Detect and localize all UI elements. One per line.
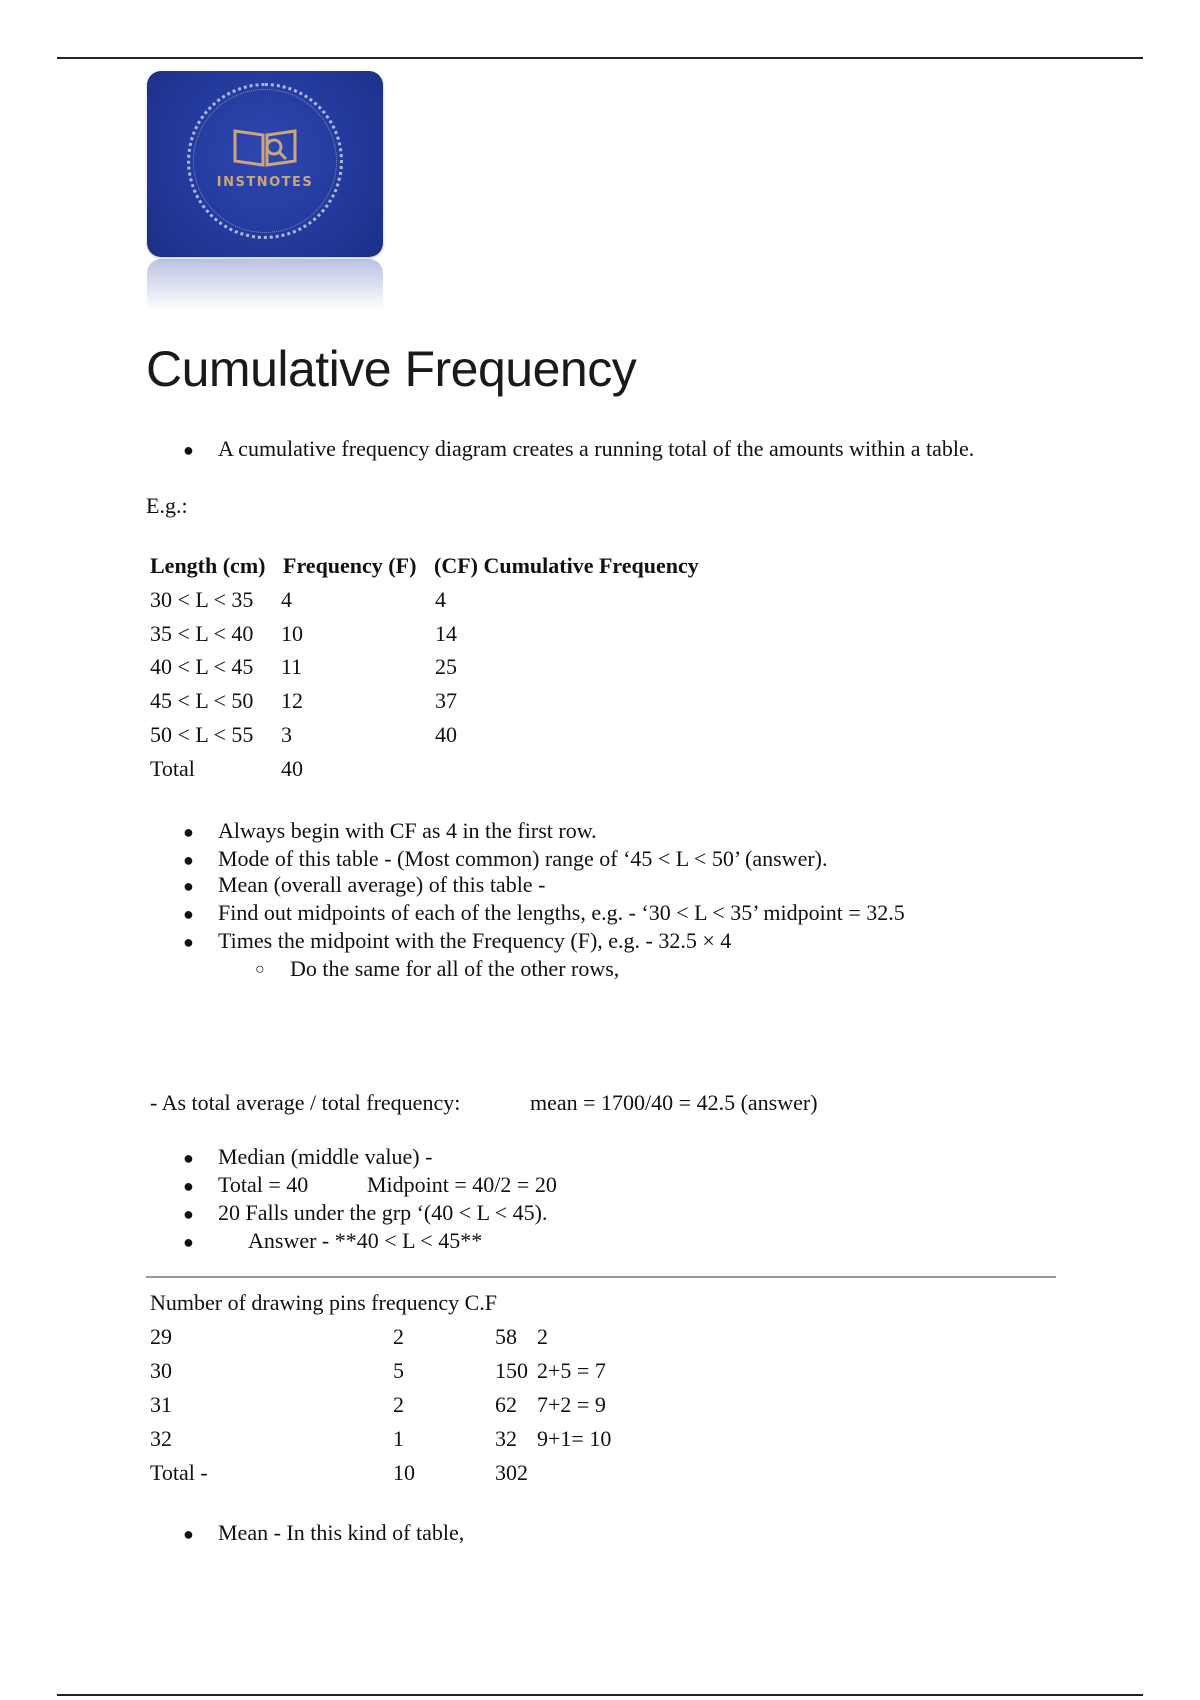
table-cell: 50 < L < 55	[150, 722, 254, 747]
table-cell: 9+1= 10	[537, 1426, 612, 1451]
table-cell: Total	[150, 756, 195, 781]
instnotes-logo	[147, 71, 383, 311]
table-cell: 35 < L < 40	[150, 621, 254, 646]
table-cell: 5	[393, 1358, 404, 1383]
bullet-dot: ●	[183, 1204, 194, 1224]
table-header-cf: (CF) Cumulative Frequency	[434, 553, 699, 578]
bullet-text: Answer - **40 < L < 45**	[248, 1228, 483, 1253]
table-cell: 37	[435, 688, 457, 713]
mean-line-left: - As total average / total frequency:	[150, 1090, 461, 1115]
bullet-text: Always begin with CF as 4 in the first row.	[218, 818, 597, 843]
bullet-text: Find out midpoints of each of the lengths, e.g. - ‘30 < L < 35’ midpoint = 32.5	[218, 900, 905, 925]
table-cell: 2+5 = 7	[537, 1358, 606, 1383]
table-header-frequency: Frequency (F)	[283, 553, 417, 578]
bullet-dot: ●	[183, 1148, 194, 1168]
table-cell: 12	[281, 688, 303, 713]
sub-bullet-marker: ○	[255, 961, 265, 978]
midpoint-text: Midpoint = 40/2 = 20	[367, 1172, 557, 1197]
table-cell: 1	[393, 1426, 404, 1451]
mean-line-right: mean = 1700/40 = 42.5 (answer)	[530, 1090, 818, 1115]
bullet-dot: ●	[183, 932, 194, 952]
top-rule	[57, 57, 1143, 59]
bullet-text: Median (middle value) -	[218, 1144, 433, 1169]
table-cell: 40	[281, 756, 303, 781]
intro-bullet: A cumulative frequency diagram creates a running total of the amounts within a table.	[218, 436, 975, 461]
bullet-dot: ●	[183, 904, 194, 924]
bullet-dot: ●	[183, 440, 194, 460]
table-cell: 10	[281, 621, 303, 646]
table-cell: 4	[435, 587, 446, 612]
bullet-dot: ●	[183, 850, 194, 870]
bullet-dot: ●	[183, 1176, 194, 1196]
bullet-text: Mean (overall average) of this table -	[218, 872, 546, 897]
table-cell: 4	[281, 587, 292, 612]
table-header: Number of drawing pins frequency C.F	[150, 1290, 498, 1315]
table-cell: 40	[435, 722, 457, 747]
bullet-dot: ●	[183, 822, 194, 842]
eg-label: E.g.:	[146, 493, 188, 518]
table-cell: 10	[393, 1460, 415, 1485]
table-cell: 3	[281, 722, 292, 747]
bullet-text: Total = 40	[218, 1172, 309, 1197]
table-cell: 58	[495, 1324, 517, 1349]
table-cell: 32	[150, 1426, 172, 1451]
table-cell: Total -	[150, 1460, 208, 1485]
page-title: Cumulative Frequency	[146, 341, 637, 397]
divider	[146, 1276, 1056, 1278]
table-cell: 2	[393, 1392, 404, 1417]
sub-bullet-text: Do the same for all of the other rows,	[290, 956, 620, 981]
table-cell: 2	[393, 1324, 404, 1349]
bullet-text: 20 Falls under the grp ‘(40 < L < 45).	[218, 1200, 548, 1225]
table-cell: 29	[150, 1324, 172, 1349]
table-cell: 25	[435, 654, 457, 679]
table-cell: 32	[495, 1426, 517, 1451]
table-cell: 40 < L < 45	[150, 654, 254, 679]
bullet-dot: ●	[183, 1232, 194, 1252]
table-cell: 30	[150, 1358, 172, 1383]
table-cell: 2	[537, 1324, 548, 1349]
table-header-length: Length (cm)	[150, 553, 266, 578]
table-cell: 30 < L < 35	[150, 587, 254, 612]
logo-text: INSTNOTES	[216, 175, 314, 190]
book-icon	[231, 123, 299, 169]
bullet-text: Mean - In this kind of table,	[218, 1520, 465, 1545]
table-cell: 45 < L < 50	[150, 688, 254, 713]
bottom-rule	[57, 1694, 1143, 1696]
table-cell: 11	[281, 654, 303, 679]
table-cell: 150	[495, 1358, 528, 1383]
bullet-dot: ●	[183, 1524, 194, 1544]
bullet-text: Times the midpoint with the Frequency (F), e.g. - 32.5 × 4	[218, 928, 732, 953]
bullet-dot: ●	[183, 876, 194, 896]
table-cell: 62	[495, 1392, 517, 1417]
bullet-text: Mode of this table - (Most common) range of ‘45 < L < 50’ (answer).	[218, 846, 828, 871]
table-cell: 31	[150, 1392, 172, 1417]
table-cell: 302	[495, 1460, 528, 1485]
table-cell: 7+2 = 9	[537, 1392, 606, 1417]
table-cell: 14	[435, 621, 457, 646]
